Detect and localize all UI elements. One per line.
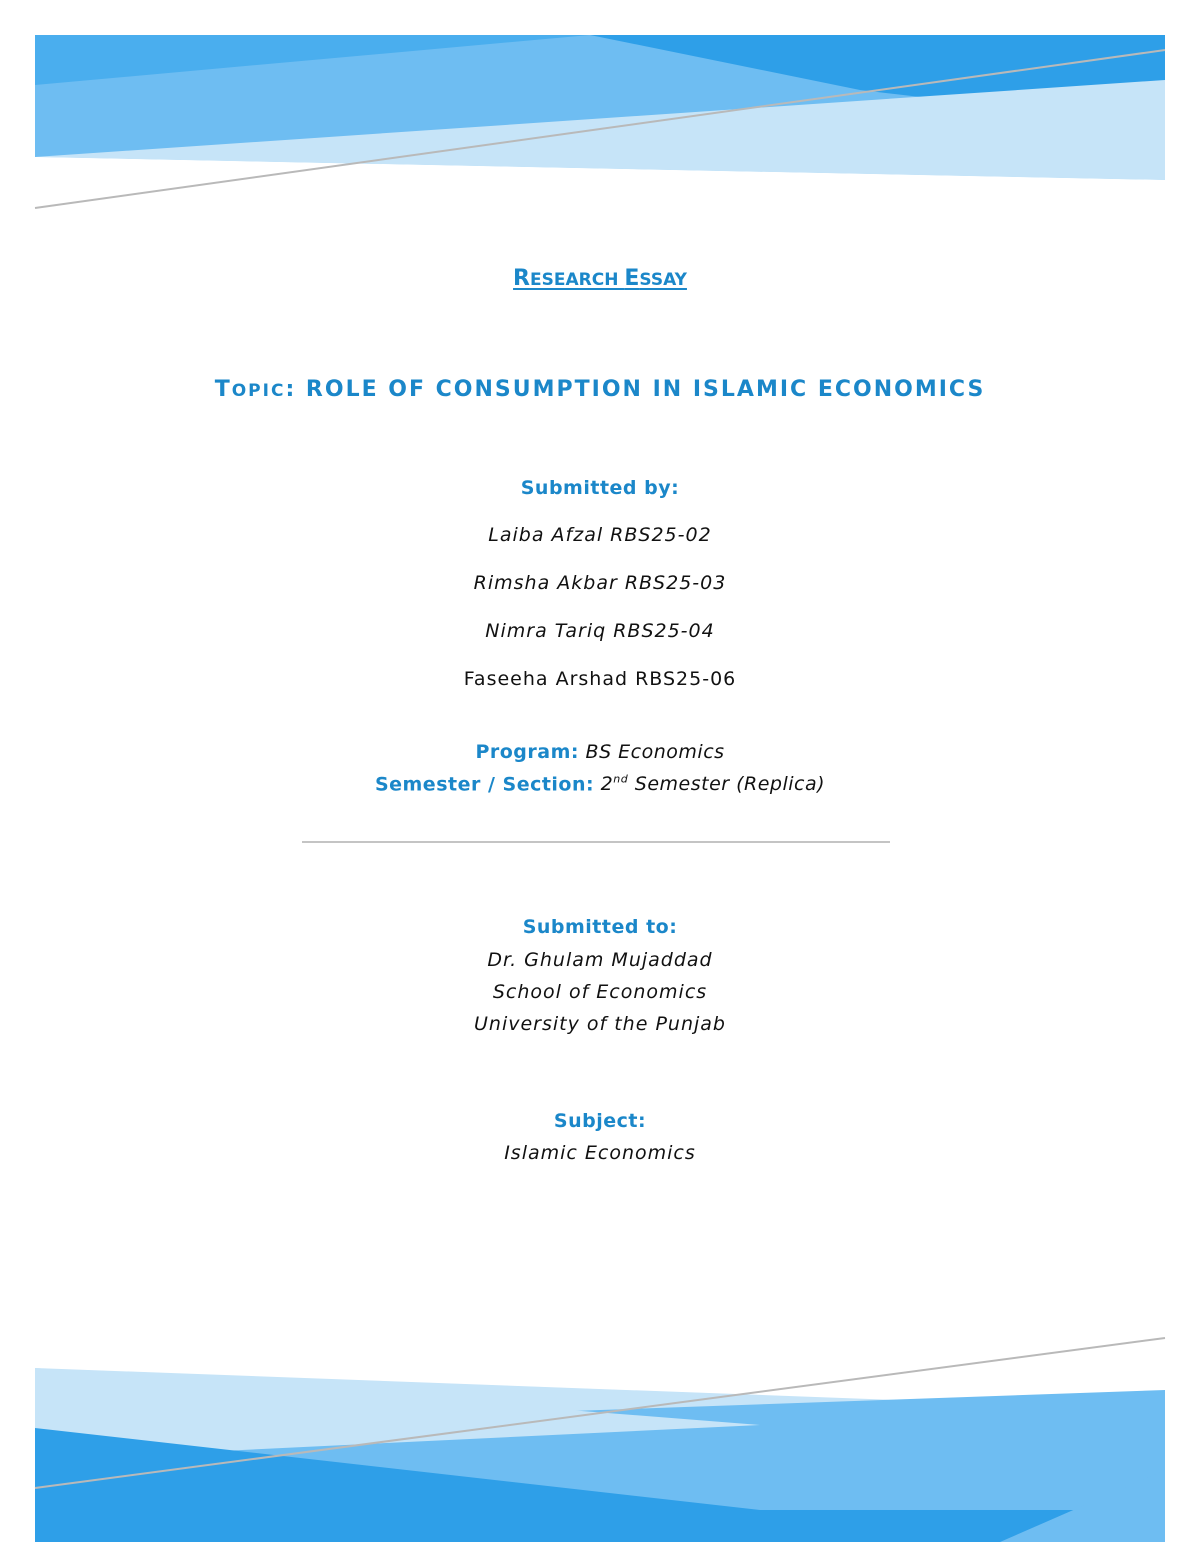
topic-prefix: TOPIC:: [214, 377, 297, 402]
recipient-school: School of Economics: [492, 981, 708, 1003]
essay-title: RESEARCH ESSAY: [513, 266, 687, 291]
member-name: Nimra Tariq RBS25-04: [485, 620, 715, 642]
topic-text: ROLE OF CONSUMPTION IN ISLAMIC ECONOMICS: [305, 377, 986, 402]
member-name: Laiba Afzal RBS25-02: [488, 524, 712, 546]
member-name: Faseeha Arshad RBS25-06: [463, 668, 737, 690]
member-name: Rimsha Akbar RBS25-03: [473, 572, 727, 594]
program-value: BS Economics: [585, 741, 725, 763]
bottom-banner-graphic: [0, 1320, 1200, 1553]
submitted-to-label: Submitted to:: [522, 916, 678, 938]
program-label: Program:: [475, 741, 579, 763]
top-banner-graphic: [0, 0, 1200, 230]
semester-line: [0, 773, 1200, 795]
subject-label: Subject:: [553, 1110, 647, 1132]
semester-value: 2nd Semester (Replica): [600, 773, 826, 796]
topic-heading: [0, 377, 1200, 402]
submitted-by-label: Submitted by:: [520, 477, 680, 499]
program-line: [0, 741, 1200, 763]
recipient-university: University of the Punjab: [474, 1013, 726, 1035]
semester-label: Semester / Section:: [374, 773, 595, 796]
recipient-name: Dr. Ghulam Mujaddad: [487, 949, 713, 971]
section-divider: [302, 841, 890, 843]
subject-value: Islamic Economics: [504, 1142, 696, 1164]
